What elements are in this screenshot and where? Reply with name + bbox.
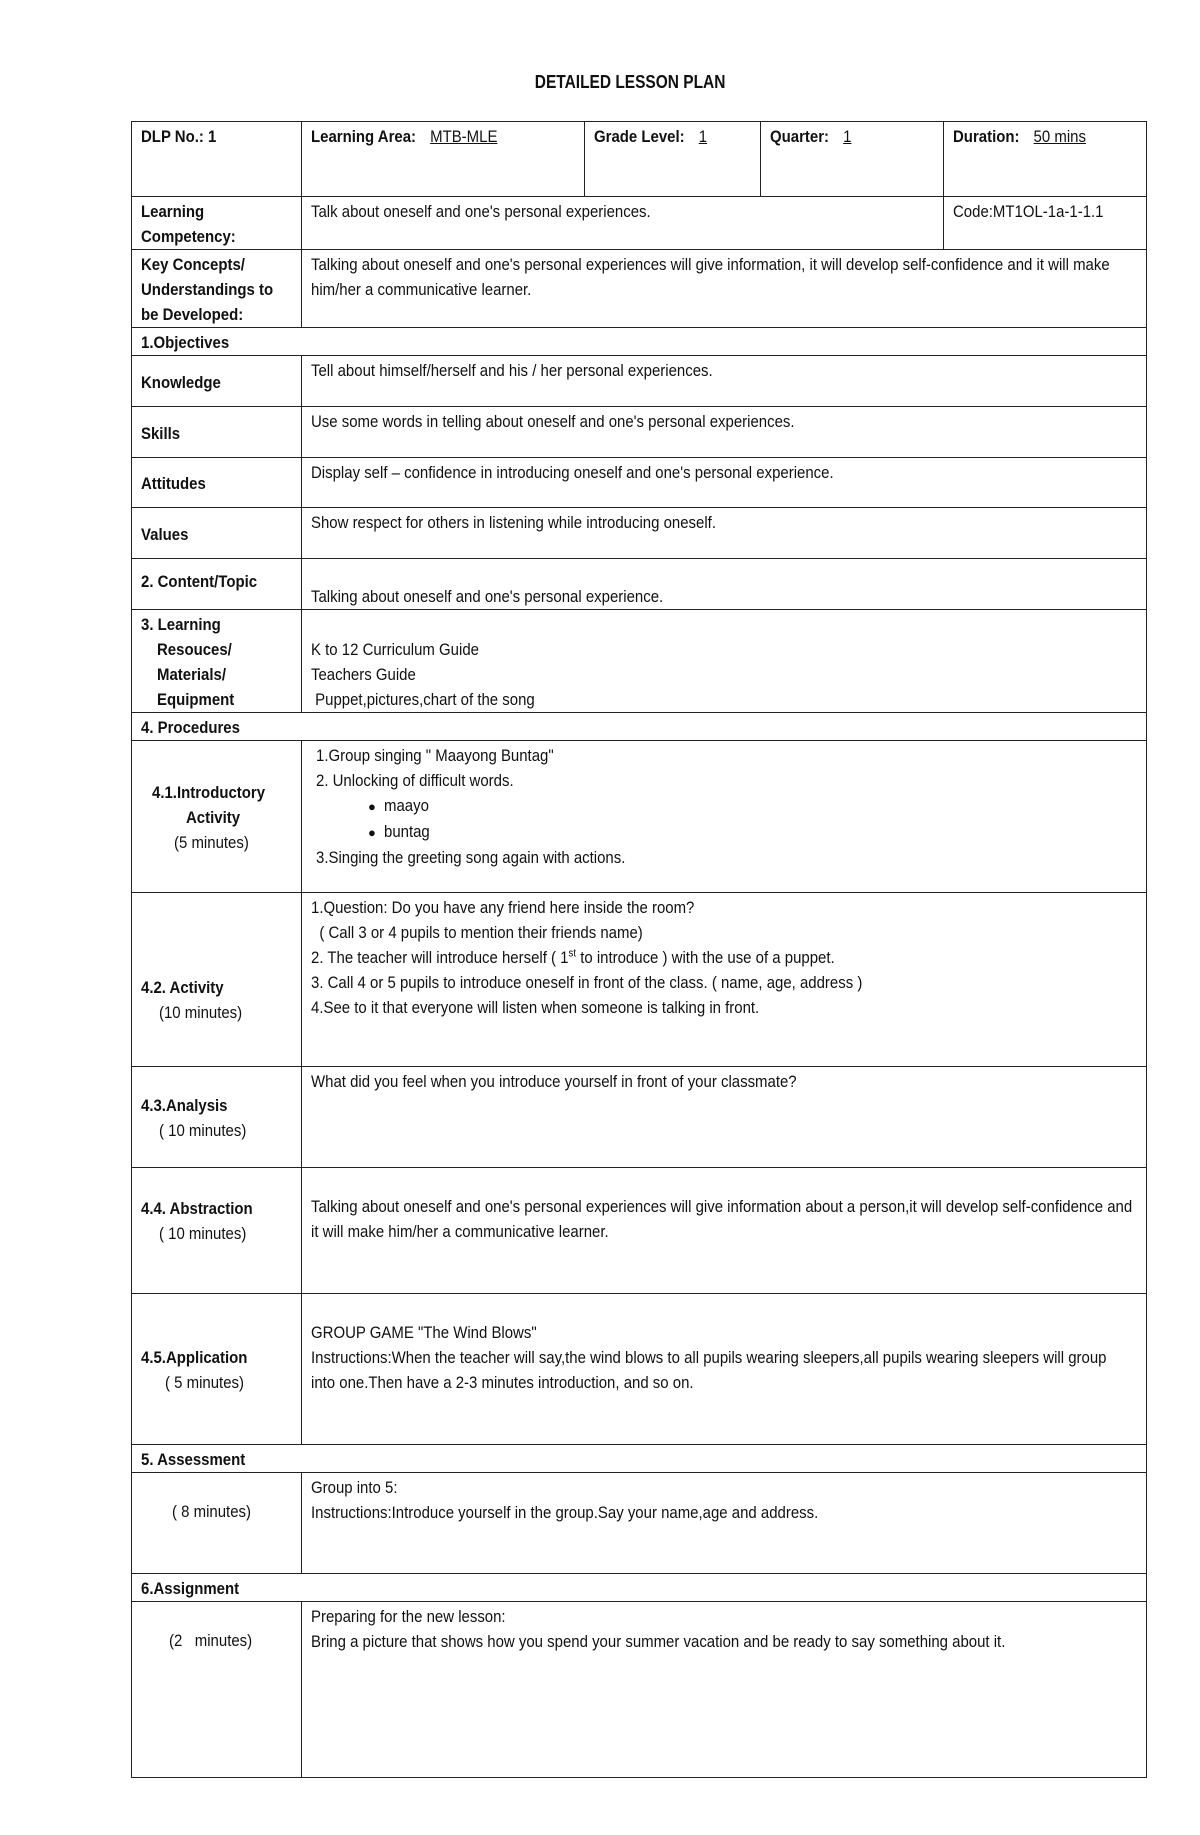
resource-item: Teachers Guide	[311, 665, 416, 684]
assessment-heading: 5. Assessment	[132, 1445, 1147, 1473]
header-row	[132, 122, 1147, 197]
difficult-words-list	[316, 793, 1137, 845]
introductory-activity-label: 4.1.Introductory Activity (5 minutes)	[132, 741, 302, 893]
skills-text: Use some words in telling about oneself and one's personal experiences.	[302, 407, 1147, 458]
application-text: GROUP GAME "The Wind Blows" Instructions:When the teacher will say,the wind blows to all pupils wearing sleepers,all pupils wearing sleepers will group into one.Then have a 2-3 minutes introduction, and so on.	[302, 1294, 1147, 1445]
competency-code: Code:MT1OL-1a-1-1.1	[944, 197, 1147, 250]
list-item: ● maayo	[368, 793, 1137, 819]
knowledge-text: Tell about himself/herself and his / her personal experiences.	[302, 356, 1147, 407]
skills-row	[132, 407, 1147, 458]
knowledge-label: Knowledge	[132, 356, 302, 407]
introductory-activity-row	[132, 741, 1147, 893]
resource-item: Puppet,pictures,chart of the song	[311, 690, 535, 709]
assessment-text: Group into 5: Instructions:Introduce yourself in the group.Say your name,age and address.	[302, 1473, 1147, 1574]
grade-level-value: 1	[698, 127, 708, 146]
assignment-row	[132, 1602, 1147, 1778]
list-item: ● buntag	[368, 819, 1137, 845]
duration-value: 50 mins	[1033, 127, 1086, 146]
competency-label: Learning Competency:	[132, 197, 302, 250]
analysis-row	[132, 1067, 1147, 1168]
content-text: Talking about oneself and one's personal experience.	[302, 559, 1147, 610]
values-label: Values	[132, 508, 302, 559]
resources-label: 3. Learning Resouces/ Materials/ Equipment	[132, 610, 302, 713]
competency-row	[132, 197, 1147, 250]
learning-area-value: MTB-MLE	[430, 127, 498, 146]
key-concepts-label: Key Concepts/ Understandings to be Developed:	[132, 250, 302, 328]
assignment-heading: 6.Assignment	[132, 1574, 1147, 1602]
procedures-heading: 4. Procedures	[132, 713, 1147, 741]
abstraction-row	[132, 1168, 1147, 1294]
key-concepts-text: Talking about oneself and one's personal experiences will give information, it will develop self-confidence and it will make him/her a communicative learner.	[302, 250, 1147, 328]
learning-area-cell: Learning Area: MTB-MLE	[302, 122, 585, 197]
activity-row	[132, 893, 1147, 1067]
quarter-value: 1	[843, 127, 852, 146]
competency-text: Talk about oneself and one's personal experiences.	[302, 197, 944, 250]
application-row	[132, 1294, 1147, 1445]
quarter-cell: Quarter: 1	[761, 122, 944, 197]
assignment-text: Preparing for the new lesson: Bring a picture that shows how you spend your summer vacation and be ready to say something about it.	[302, 1602, 1147, 1778]
lesson-plan-table	[131, 121, 1147, 1778]
objectives-heading-row	[132, 328, 1147, 356]
application-label: 4.5.Application ( 5 minutes)	[132, 1294, 302, 1445]
objectives-heading: 1.Objectives	[132, 328, 1147, 356]
assessment-row	[132, 1473, 1147, 1574]
abstraction-text: Talking about oneself and one's personal experiences will give information about a person,it will develop self-confidence and it will make him/her a communicative learner.	[302, 1168, 1147, 1294]
assessment-time: ( 8 minutes)	[132, 1473, 302, 1574]
assignment-heading-row	[132, 1574, 1147, 1602]
activity-label: 4.2. Activity (10 minutes)	[132, 893, 302, 1067]
values-row	[132, 508, 1147, 559]
content-label: 2. Content/Topic	[132, 559, 302, 610]
skills-label: Skills	[132, 407, 302, 458]
resources-row	[132, 610, 1147, 713]
knowledge-row	[132, 356, 1147, 407]
values-text: Show respect for others in listening while introducing oneself.	[302, 508, 1147, 559]
activity-text: 1.Question: Do you have any friend here inside the room? ( Call 3 or 4 pupils to mention their friends name) 2. The teacher will introduce herself ( 1st to introduce ) with the use of a puppet. 3. Call 4 or 5 pupils to introduce oneself in front of the class. ( name, age, address ) 4.See to it that everyone will listen when someone is talking in front.	[302, 893, 1147, 1067]
assignment-time: (2 minutes)	[132, 1602, 302, 1778]
procedures-heading-row	[132, 713, 1147, 741]
grade-level-cell: Grade Level: 1	[585, 122, 761, 197]
attitudes-row	[132, 458, 1147, 508]
resource-item: K to 12 Curriculum Guide	[311, 640, 479, 659]
analysis-label: 4.3.Analysis ( 10 minutes)	[132, 1067, 302, 1168]
content-row	[132, 559, 1147, 610]
key-concepts-row	[132, 250, 1147, 328]
assessment-heading-row	[132, 1445, 1147, 1473]
resources-list	[302, 610, 1147, 713]
introductory-activity-text: 1.Group singing " Maayong Buntag" 2. Unlocking of difficult words. ● maayo ● buntag 3.Singing the greeting song again with actions.	[302, 741, 1147, 893]
attitudes-label: Attitudes	[132, 458, 302, 508]
analysis-text: What did you feel when you introduce yourself in front of your classmate?	[302, 1067, 1147, 1168]
attitudes-text: Display self – confidence in introducing oneself and one's personal experience.	[302, 458, 1147, 508]
abstraction-label: 4.4. Abstraction ( 10 minutes)	[132, 1168, 302, 1294]
page-title: DETAILED LESSON PLAN	[534, 72, 726, 92]
dlp-number-cell: DLP No.: 1	[132, 122, 302, 197]
duration-cell: Duration: 50 mins	[944, 122, 1147, 197]
